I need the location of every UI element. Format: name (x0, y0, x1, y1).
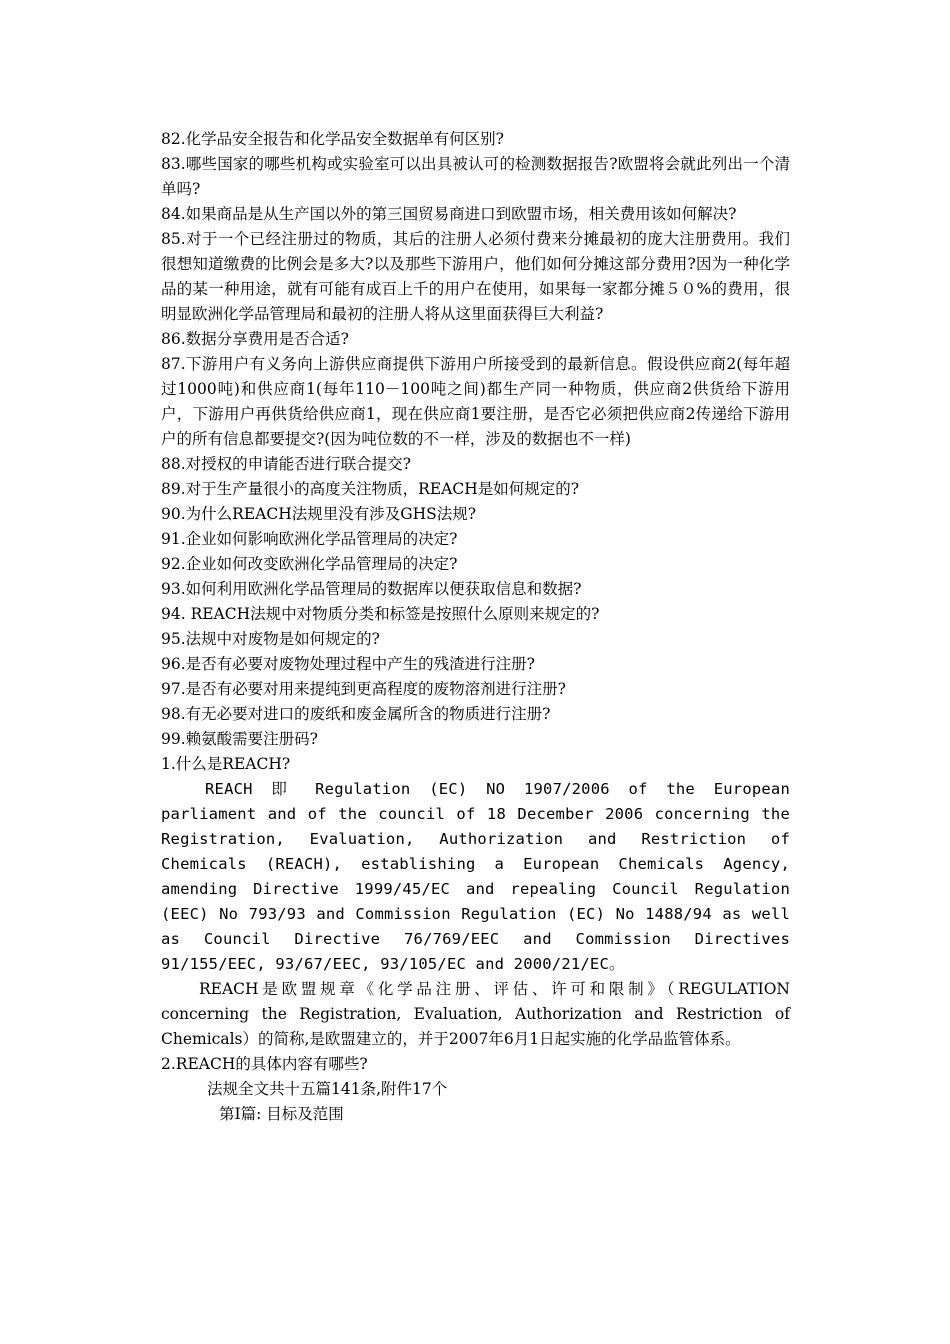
section-heading-what-is-reach: 1.什么是REACH? (161, 755, 291, 773)
question-91: 91.企业如何影响欧洲化学品管理局的决定? (161, 530, 458, 548)
question-96: 96.是否有必要对废物处理过程中产生的残渣进行注册? (161, 655, 535, 673)
question-97: 97.是否有必要对用来提纯到更高程度的废物溶剂进行注册? (161, 680, 566, 698)
question-95: 95.法规中对废物是如何规定的? (161, 630, 380, 648)
question-82: 82.化学品安全报告和化学品安全数据单有何区别? (161, 130, 504, 148)
question-99: 99.赖氨酸需要注册码? (161, 730, 318, 748)
question-87: 87.下游用户有义务向上游供应商提供下游用户所接受到的最新信息。假设供应商2(每年超过1000吨)和供应商1(每年110－100吨之间)都生产同一种物质，供应商2供货给下游用户，下游用户再供货给供应商1，现在供应商1要注册，是否它必须把供应商2传递给下游用户的所有信息都要提交?(因为吨位数的不一样，涉及的数据也不一样) (161, 355, 790, 448)
regulation-structure-line: 法规全文共十五篇141条,附件17个 (207, 1080, 448, 1098)
question-93: 93.如何利用欧洲化学品管理局的数据库以便获取信息和数据? (161, 580, 582, 598)
question-89: 89.对于生产量很小的高度关注物质，REACH是如何规定的? (161, 480, 580, 498)
document-body (161, 127, 790, 1127)
question-86: 86.数据分享费用是否合适? (161, 330, 349, 348)
section-heading-reach-contents: 2.REACH的具体内容有哪些? (161, 1055, 368, 1073)
question-84: 84.如果商品是从生产国以外的第三国贸易商进口到欧盟市场，相关费用该如何解决? (161, 205, 737, 223)
title-one-heading: 第Ⅰ篇: 目标及范围 (219, 1105, 344, 1123)
question-88: 88.对授权的申请能否进行联合提交? (161, 455, 411, 473)
question-98: 98.有无必要对进口的废纸和废金属所含的物质进行注册? (161, 705, 551, 723)
question-94: 94. REACH法规中对物质分类和标签是按照什么原则来规定的? (161, 605, 600, 623)
question-83: 83.哪些国家的哪些机构或实验室可以出具被认可的检测数据报告?欧盟将会就此列出一个清单吗? (161, 155, 790, 198)
question-85: 85.对于一个已经注册过的物质，其后的注册人必须付费来分摊最初的庞大注册费用。我们很想知道缴费的比例会是多大?以及那些下游用户，他们如何分摊这部分费用?因为一种化学品的某一种用途，就有可能有成百上千的用户在使用，如果每一家都分摊５０%的费用，很明显欧洲化学品管理局和最初的注册人将从这里面获得巨大利益? (161, 230, 790, 323)
reach-summary-paragraph: REACH是欧盟规章《化学品注册、评估、许可和限制》（REGULATION concerning the Registration, Evaluation, Authorization and Restriction of Chemicals）的简称,是欧盟建立的，并于2007年6月1日起实施的化学品监管体系。 (161, 980, 790, 1048)
question-90: 90.为什么REACH法规里没有涉及GHS法规? (161, 505, 477, 523)
reach-definition-paragraph: REACH 即 Regulation (EC) NO 1907/2006 of the European parliament and of the council of 18 December 2006 concerning the Registration, Evaluation, Authorization and Restriction of Chemicals (REACH), establishing a European Chemicals Agency, amending Directive 1999/45/EC and repealing Council Regulation (EEC) No 793/93 and Commission Regulation (EC) No 1488/94 as well as Council Directive 76/769/EEC and Commission Directives 91/155/EEC, 93/67/EEC, 93/105/EC and 2000/21/EC。 (161, 780, 790, 973)
question-92: 92.企业如何改变欧洲化学品管理局的决定? (161, 555, 458, 573)
